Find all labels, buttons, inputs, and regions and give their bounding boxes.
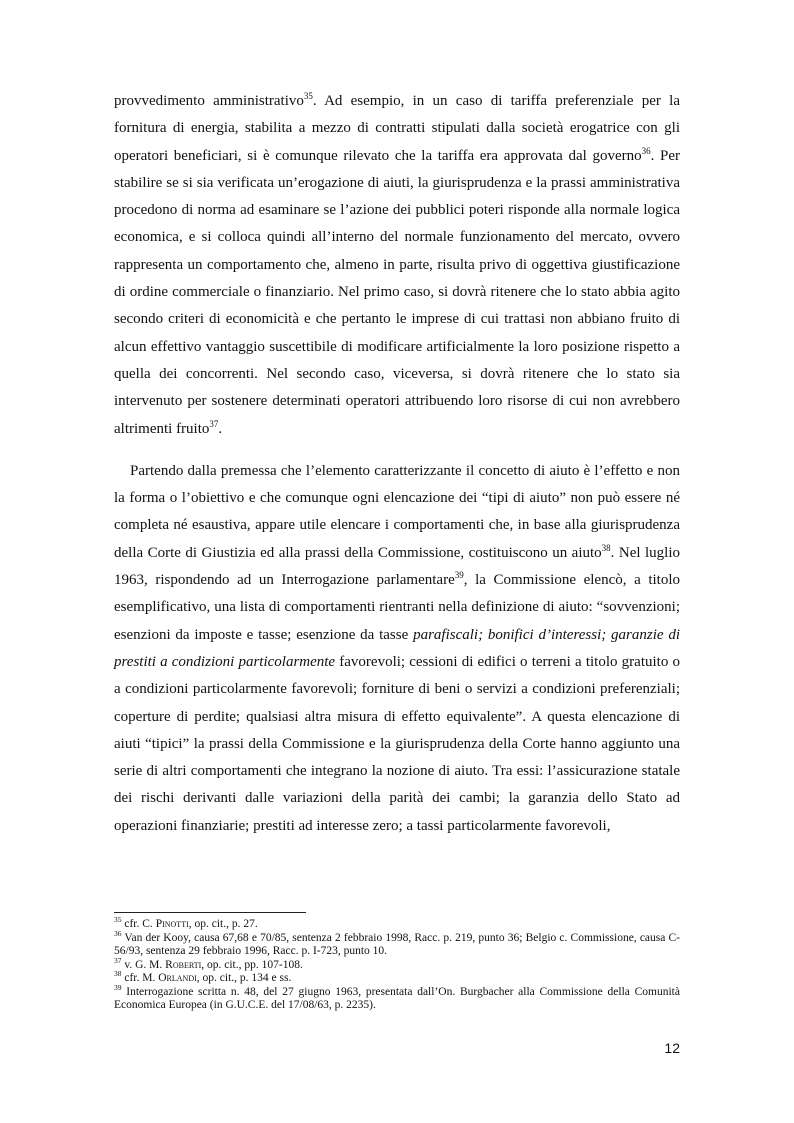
body-text [114, 88, 680, 840]
paragraph-1 [114, 88, 680, 443]
footnote-text: cfr. C. [121, 918, 156, 930]
footnote-ref-38[interactable]: 38 [601, 542, 611, 553]
footnote-text: v. G. M. R [121, 958, 173, 971]
footnote-ref-36[interactable]: 36 [641, 145, 651, 156]
footnote-author: oberti [172, 958, 202, 971]
footnote-text: cfr. M. O [121, 972, 167, 984]
p1-text-4: . [218, 420, 223, 437]
p2-text-2: . Nel luglio 1963, rispondendo ad un Interrogazione parlamentare [114, 544, 680, 589]
footnote-37 [114, 955, 680, 973]
footnote-36 [114, 928, 680, 959]
p2-text-3: , la Commissione elencò, a titolo esemplificativo, una lista di comportamenti rientranti nella definizione di aiuto: “sovvenzioni; esenzioni da imposte e tasse; esenzione da tasse [114, 572, 680, 643]
paragraph-2 [114, 458, 680, 840]
footnote-38 [114, 969, 680, 986]
footnote-ref-39[interactable]: 39 [454, 570, 464, 581]
footnote-number: 39 [114, 982, 122, 992]
footnote-number: 35 [114, 915, 122, 925]
p1-text-2: . Ad esempio, in un caso di tariffa preferenziale per la fornitura di energia, stabilita a mezzo di contratti stipulati dalla società erogatrice con gli operatori beneficiari, si è comunque rilevato che la tariffa era approvata dal governo [114, 93, 680, 164]
footnote-text: Interrogazione scritta n. 48, del 27 giugno 1963, presentata dall’On. Burgbacher alla Commissione della Comunità Economica Europea (in G.U.C.E. del 17/08/63, p. 2235). [114, 985, 680, 1011]
footnotes [114, 915, 680, 1013]
footnote-number: 37 [114, 955, 122, 965]
footnote-text: Van der Kooy, causa 67,68 e 70/85, sentenza 2 febbraio 1998, Racc. p. 219, punto 36; Belgio c. Commissione, causa C-56/93, sentenza 29 febbraio 1996, Racc. p. I-723, punto 10. [114, 931, 680, 957]
p2-italic-text: parafiscali; bonifici d’interessi; garanzie di prestiti a condizioni particolarmente [114, 626, 680, 670]
footnote-author: rlandi [166, 972, 197, 984]
p1-text-3: . Per stabilire se si sia verificata un’erogazione di aiuti, la giurisprudenza e la prassi amministrativa procedono di norma ad esaminare se l’azione dei pubblici poteri risponde alla normale logica economica, e si colloca quindi all’interno del normale funzionamento del mercato, ovvero rappresenta un comportamento che, almeno in parte, risulta privo di oggettiva giustificazione di ordine commerciale o finanziario. Nel primo caso, si dovrà ritenere che lo stato abbia agito secondo criteri di economicità e che pertanto le imprese di cui trattasi non abbiano fruito di alcun effettivo vantaggio suscettibile di modificare artificialmente la loro posizione rispetto a quella dei concorrenti. Nel secondo caso, viceversa, si dovrà ritenere che lo stato sia intervenuto per sostenere determinati operatori attribuendo loro risorse di cui non avrebbero altrimenti fruito [114, 147, 680, 437]
footnote-text: , op. cit., p. 134 e ss. [196, 972, 292, 984]
footnote-separator [114, 912, 306, 913]
footnote-text: , op. cit., p. 27. [188, 918, 258, 930]
footnote-35 [114, 915, 680, 932]
footnote-author: Pinotti [155, 918, 189, 930]
p2-text-1: Partendo dalla premessa che l’elemento caratterizzante il concetto di aiuto è l’effetto e non la forma o l’obiettivo e che comunque ogni elencazione dei “tipi di aiuto” non può essere né completa né esaustiva, appare utile elencare i comportamenti che, in base alla giurisprudenza della Corte di Giustizia ed alla prassi della Commissione, costituiscono un aiuto [114, 462, 680, 561]
footnote-text: , op. cit., pp. 107-108. [201, 958, 303, 971]
footnote-number: 36 [114, 928, 122, 938]
footnote-ref-37[interactable]: 37 [209, 418, 219, 429]
p1-text-1: provvedimento amministrativo [114, 93, 304, 109]
footnote-ref-35[interactable]: 35 [303, 91, 313, 101]
footnote-number: 38 [114, 969, 122, 979]
footnote-39 [114, 982, 680, 1013]
page-number: 12 [664, 1040, 680, 1056]
p2-text-4: favorevoli; cessioni di edifici o terreni a titolo gratuito o a condizioni particolarmente favorevoli; forniture di beni o servizi a condizioni preferenziali; coperture di perdite; qualsiasi altra misura di effetto equivalente”. A questa elencazione di aiuti “tipici” la prassi della Commissione e la giurisprudenza della Corte hanno aggiunto una serie di altri comportamenti che integrano la nozione di aiuto. Tra essi: l’assicurazione statale dei rischi derivanti dalle variazioni della parità dei cambi; la garanzia dello Stato ad operazioni finanziarie; prestiti ad interesse zero; a tassi particolarmente favorevoli, [114, 653, 680, 834]
